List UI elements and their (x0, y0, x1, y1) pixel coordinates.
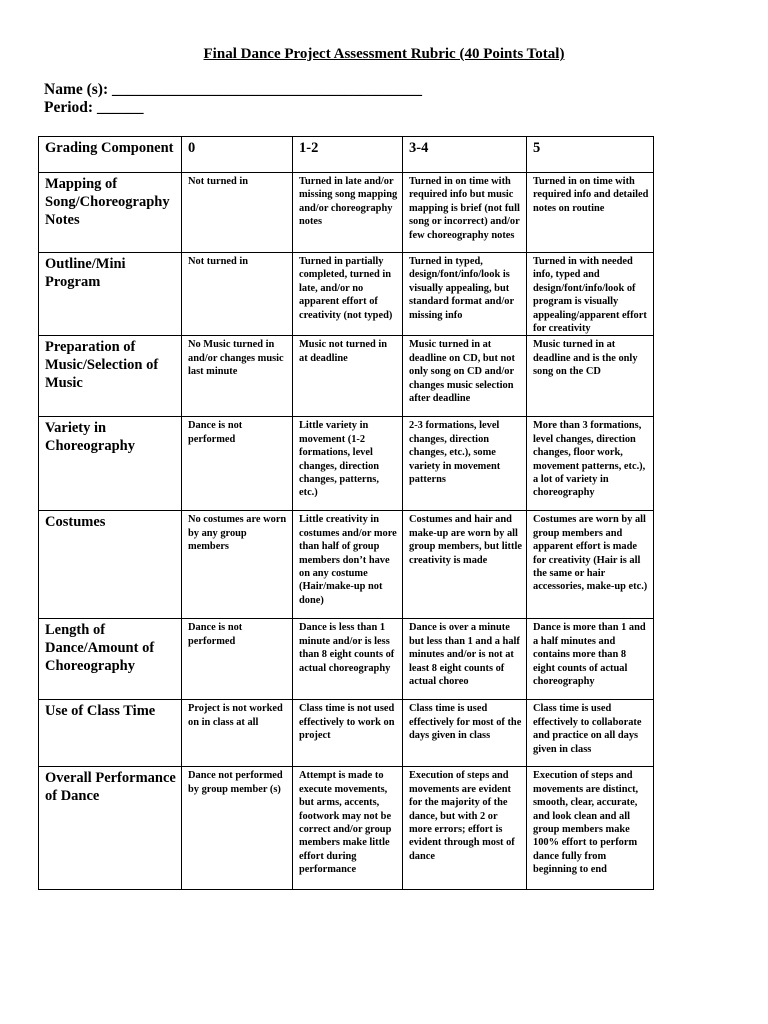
cell-score-1-2: Class time is not used effectively to work on project (293, 700, 403, 767)
row-component: Outline/Mini Program (39, 253, 182, 336)
name-field: Name (s): ________________________________________ (44, 81, 423, 98)
cell-score-0: Not turned in (182, 173, 293, 253)
row-component: Costumes (39, 511, 182, 619)
header-row (39, 137, 654, 173)
cell-score-1-2: Turned in late and/or missing song mapping and/or choreography notes (293, 173, 403, 253)
cell-score-3-4: Costumes and hair and make-up are worn by all group members, but little creativity is made (403, 511, 527, 619)
cell-score-0: Not turned in (182, 253, 293, 336)
cell-score-1-2: Dance is less than 1 minute and/or is less than 8 eight counts of actual choreography (293, 619, 403, 700)
cell-score-5: Music turned in at deadline and is the only song on the CD (527, 336, 654, 417)
cell-score-5: Dance is more than 1 and a half minutes and contains more than 8 eight counts of actual choreography (527, 619, 654, 700)
table-row (39, 511, 654, 619)
cell-score-1-2: Turned in partially completed, turned in late, and/or no apparent effort of creativity (not typed) (293, 253, 403, 336)
row-component: Mapping of Song/Choreography Notes (39, 173, 182, 253)
row-component: Preparation of Music/Selection of Music (39, 336, 182, 417)
table-row (39, 700, 654, 767)
table-row (39, 253, 654, 336)
row-component: Length of Dance/Amount of Choreography (39, 619, 182, 700)
cell-score-5: Turned in with needed info, typed and design/font/info/look of program is visually appealing/apparent effort for creativity (527, 253, 654, 336)
table-row (39, 336, 654, 417)
rubric-table (38, 136, 654, 890)
header-grading-component: Grading Component (39, 137, 182, 173)
table-row (39, 619, 654, 700)
cell-score-0: Dance is not performed (182, 619, 293, 700)
table-row (39, 173, 654, 253)
header-score-5: 5 (527, 137, 654, 173)
cell-score-1-2: Attempt is made to execute movements, but arms, accents, footwork may not be correct and/or group members make little effort during performance (293, 767, 403, 890)
cell-score-3-4: Class time is used effectively for most of the days given in class (403, 700, 527, 767)
header-score-1-2: 1-2 (293, 137, 403, 173)
table-row (39, 767, 654, 890)
cell-score-5: More than 3 formations, level changes, direction changes, floor work, movement patterns, etc.), a lot of variety in choreography (527, 417, 654, 511)
cell-score-0: No costumes are worn by any group members (182, 511, 293, 619)
cell-score-5: Costumes are worn by all group members and apparent effort is made for creativity (Hair is all the same or hair accessories, make-up etc.) (527, 511, 654, 619)
cell-score-1-2: Music not turned in at deadline (293, 336, 403, 417)
cell-score-3-4: 2-3 formations, level changes, direction changes, etc.), some variety in movement patterns (403, 417, 527, 511)
cell-score-3-4: Music turned in at deadline on CD, but not only song on CD and/or changes music selection after deadline (403, 336, 527, 417)
cell-score-5: Class time is used effectively to collaborate and practice on all days given in class (527, 700, 654, 767)
cell-score-5: Execution of steps and movements are distinct, smooth, clear, accurate, and look clean and all group members make 100% effort to perform dance fully from beginning to end (527, 767, 654, 890)
row-component: Overall Performance of Dance (39, 767, 182, 890)
cell-score-0: Dance is not performed (182, 417, 293, 511)
cell-score-1-2: Little variety in movement (1-2 formations, level changes, direction changes, patterns, etc.) (293, 417, 403, 511)
row-component: Use of Class Time (39, 700, 182, 767)
cell-score-3-4: Execution of steps and movements are evident for the majority of the dance, but with 2 or more errors; effort is evident through most of dance (403, 767, 527, 890)
cell-score-3-4: Dance is over a minute but less than 1 and a half minutes and/or is not at least 8 eight counts of actual choreo (403, 619, 527, 700)
period-field: Period: ______ (44, 99, 144, 116)
row-component: Variety in Choreography (39, 417, 182, 511)
table-row (39, 417, 654, 511)
header-score-0: 0 (182, 137, 293, 173)
cell-score-3-4: Turned in on time with required info but music mapping is brief (not full song or incorrect) and/or few choreography notes (403, 173, 527, 253)
cell-score-5: Turned in on time with required info and detailed notes on routine (527, 173, 654, 253)
page-title: Final Dance Project Assessment Rubric (40 Points Total) (203, 46, 565, 62)
cell-score-3-4: Turned in typed, design/font/info/look is visually appealing, but standard format and/or missing info (403, 253, 527, 336)
cell-score-0: Dance not performed by group member (s) (182, 767, 293, 890)
cell-score-0: Project is not worked on in class at all (182, 700, 293, 767)
cell-score-0: No Music turned in and/or changes music last minute (182, 336, 293, 417)
header-score-3-4: 3-4 (403, 137, 527, 173)
cell-score-1-2: Little creativity in costumes and/or more than half of group members don’t have on any costume (Hair/make-up not done) (293, 511, 403, 619)
